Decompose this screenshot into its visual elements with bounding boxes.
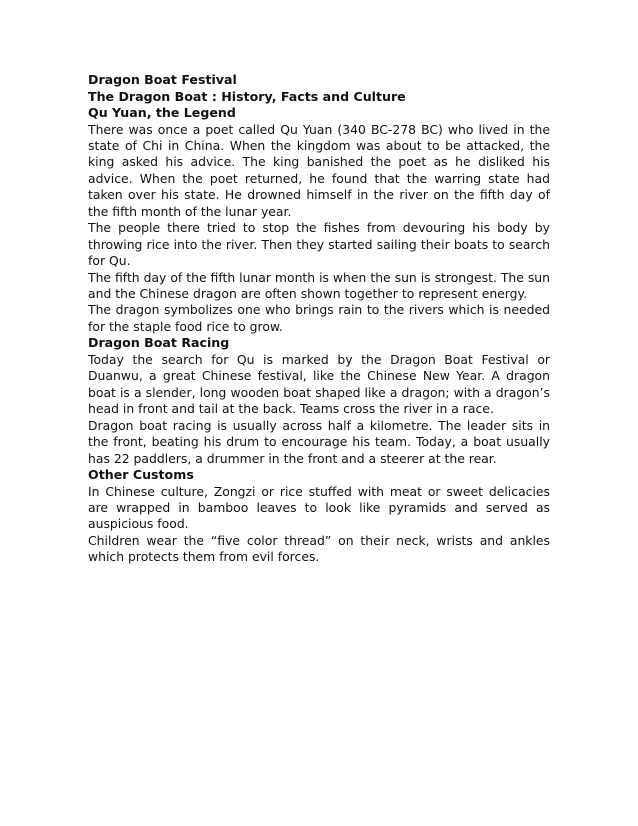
paragraph: There was once a poet called Qu Yuan (340 BC-278 BC) who lived in the state of Chi in China. When the kingdom was about to be attacked, the king asked his advice. The king banished the poet as he disliked his advice. When the poet returned, he found that the warring state had taken over his state. He drowned himself in the river on the fifth day of the fifth month of the lunar year. [88, 121, 550, 219]
paragraph: The fifth day of the fifth lunar month is when the sun is strongest. The sun and the Chinese dragon are often shown together to represent energy. [88, 269, 550, 302]
paragraph: The dragon symbolizes one who brings rain to the rivers which is needed for the staple food rice to grow. [88, 302, 550, 334]
paragraph: Dragon boat racing is usually across half a kilometre. The leader sits in the front, beating his drum to encourage his team. Today, a boat usually has 22 paddlers, a drummer in the front and a steerer at the rear. [88, 417, 550, 466]
paragraph: The people there tried to stop the fishes from devouring his body by throwing rice into the river. Then they started sailing their boats to search for Qu. [88, 220, 550, 269]
document-page [88, 72, 550, 566]
section-heading-other-customs: Other Customs [88, 467, 194, 483]
section-heading-dragon-boat-racing: Dragon Boat Racing [88, 335, 230, 351]
document-title: Dragon Boat Festival [88, 72, 237, 87]
document-subtitle: The Dragon Boat : History, Facts and Culture [88, 88, 406, 104]
section-heading-qu-yuan: Qu Yuan, the Legend [88, 105, 236, 120]
paragraph: Children wear the “five color thread” on their neck, wrists and ankles which protects them from evil forces. [88, 532, 550, 565]
paragraph: Today the search for Qu is marked by the Dragon Boat Festival or Duanwu, a great Chinese festival, like the Chinese New Year. A dragon boat is a slender, long wooden boat shaped like a dragon; with a dragon’s head in front and tail at the back. Teams cross the river in a race. [88, 351, 550, 417]
paragraph: In Chinese culture, Zongzi or rice stuffed with meat or sweet delicacies are wrapped in bamboo leaves to look like pyramids and served as auspicious food. [88, 483, 550, 532]
